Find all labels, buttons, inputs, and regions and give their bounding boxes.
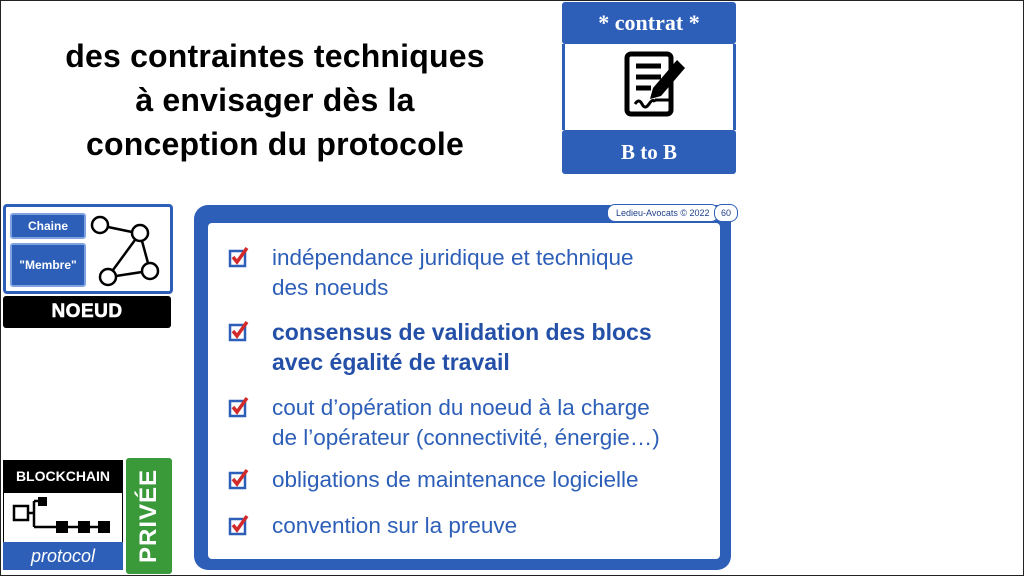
contrat-label: * contrat * [562,2,736,44]
list-item-text [272,393,660,453]
membre-tag: "Membre" [10,243,86,287]
chaine-tag: Chaine [10,213,86,239]
list-item-line: convention sur la preuve [272,513,518,538]
contrat-card [562,2,736,174]
protocol-label: protocol [3,542,123,570]
list-item-line: indépendance juridique et technique [272,245,634,270]
contrat-icon-area [562,44,736,130]
title-line-2: à envisager dès la [135,82,415,118]
list-item-text [272,465,639,495]
slide-title [10,34,540,166]
list-item [228,317,718,377]
checkbox-checked-icon [228,320,250,342]
node-graph-icon [86,211,166,287]
list-item-line: des noeuds [272,275,389,300]
list-item [228,465,718,495]
checkbox-checked-icon [228,246,250,268]
list-item-text [272,511,517,541]
checkbox-checked-icon [228,396,250,418]
title-line-1: des contraintes techniques [65,38,485,74]
content-panel-inner [208,223,720,559]
blockchain-label: BLOCKCHAIN [3,460,123,492]
page-number: 60 [714,204,738,222]
list-item-line: avec égalité de travail [272,349,510,375]
contrat-type-label: B to B [562,130,736,174]
checkbox-checked-icon [228,514,250,536]
privee-label: PRIVÉE [135,468,162,564]
privee-badge [126,458,172,574]
contract-sign-icon [621,50,691,122]
noeud-card [3,204,173,294]
title-line-3: conception du protocole [86,126,464,162]
list-item-line: cout d’opération du noeud à la charge [272,395,650,420]
list-item [228,393,718,453]
list-item-line: obligations de maintenance logicielle [272,467,639,492]
blockchain-icon-area [3,492,123,544]
list-item-text [272,243,634,303]
blockchain-card [3,460,123,572]
list-item-line: consensus de validation des blocs [272,319,652,345]
list-item-line: de l’opérateur (connectivité, énergie…) [272,425,660,450]
copyright-credit: Ledieu-Avocats © 2022 [607,204,719,222]
blockchain-icon [4,493,122,543]
list-item [228,511,718,541]
checkbox-checked-icon [228,468,250,490]
content-panel [194,205,731,570]
noeud-label-text: NOEUD [51,301,123,322]
noeud-label [3,296,171,328]
list-item [228,243,718,303]
list-item-text [272,317,652,377]
